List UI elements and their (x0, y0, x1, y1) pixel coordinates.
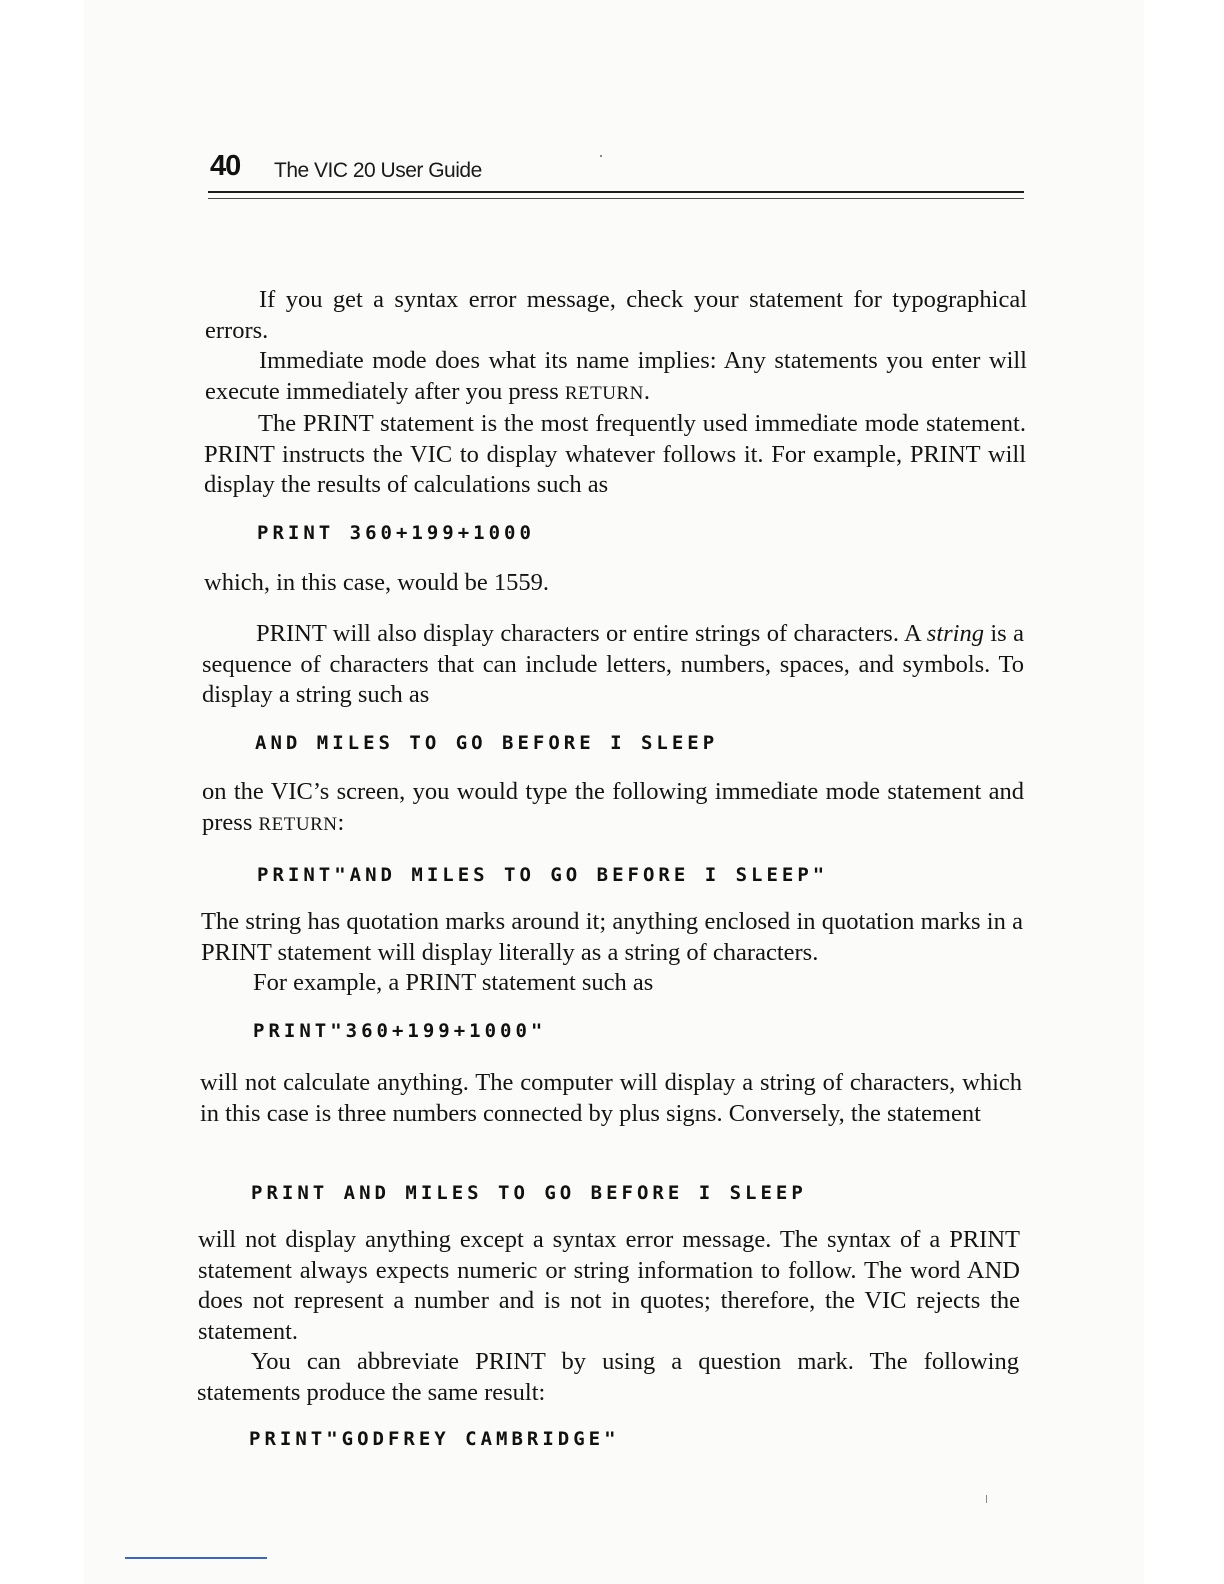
speck (600, 155, 602, 157)
paragraph-result: which, in this case, would be 1559. (204, 569, 549, 596)
page-number: 40 (210, 150, 241, 182)
page-header (208, 150, 1026, 210)
speck (986, 1495, 987, 1503)
code-print-godfrey: PRINT"GODFREY CAMBRIDGE" (249, 1428, 620, 1450)
paragraph-not-calculate: will not calculate anything. The computer will display a string of characters, which in this case is three numbers connected by plus signs. Conversely, the statement (200, 1069, 1022, 1127)
paragraph-immediate-mode: Immediate mode does what its name implies: Any statements you enter will execute immediately after you press RETURN. (205, 347, 1027, 405)
code-print-calculation: PRINT 360+199+1000 (257, 522, 535, 544)
code-print-quoted-numbers: PRINT"360+199+1000" (253, 1020, 547, 1042)
header-rule-thin (208, 198, 1024, 199)
paragraph-type-statement: on the VIC’s screen, you would type the following immediate mode statement and press RETURN: (202, 778, 1024, 836)
code-print-error: PRINT AND MILES TO GO BEFORE I SLEEP (251, 1182, 807, 1204)
paragraph-for-example: For example, a PRINT statement such as (253, 969, 654, 996)
code-print-string: PRINT"AND MILES TO GO BEFORE I SLEEP" (257, 864, 829, 886)
paragraph-syntax-rejection: will not display anything except a syntax error message. The syntax of a PRINT statement always expects numeric or string information to follow. The word AND does not represent a number and is not in quotes; therefore, the VIC rejects the statement. (198, 1226, 1020, 1345)
scan-edge-mark (125, 1557, 267, 1559)
header-rule (208, 191, 1024, 193)
paragraph-print-statement: The PRINT statement is the most frequently used immediate mode statement. PRINT instructs the VIC to display whatever follows it. For example, PRINT will display the results of calculations such as (204, 410, 1026, 498)
paragraph-quotation-marks: The string has quotation marks around it; anything enclosed in quotation marks in a PRINT statement will display literally as a string of characters. (201, 908, 1023, 966)
paragraph-abbreviate: You can abbreviate PRINT by using a question mark. The following statements produce the same result: (197, 1348, 1019, 1406)
running-title: The VIC 20 User Guide (274, 159, 482, 182)
paragraph-strings: PRINT will also display characters or entire strings of characters. A string is a sequence of characters that can include letters, numbers, spaces, and symbols. To display a string such as (202, 620, 1024, 708)
code-string-example: AND MILES TO GO BEFORE I SLEEP (255, 732, 719, 754)
paragraph-syntax-error: If you get a syntax error message, check your statement for typographical errors. (205, 286, 1027, 344)
